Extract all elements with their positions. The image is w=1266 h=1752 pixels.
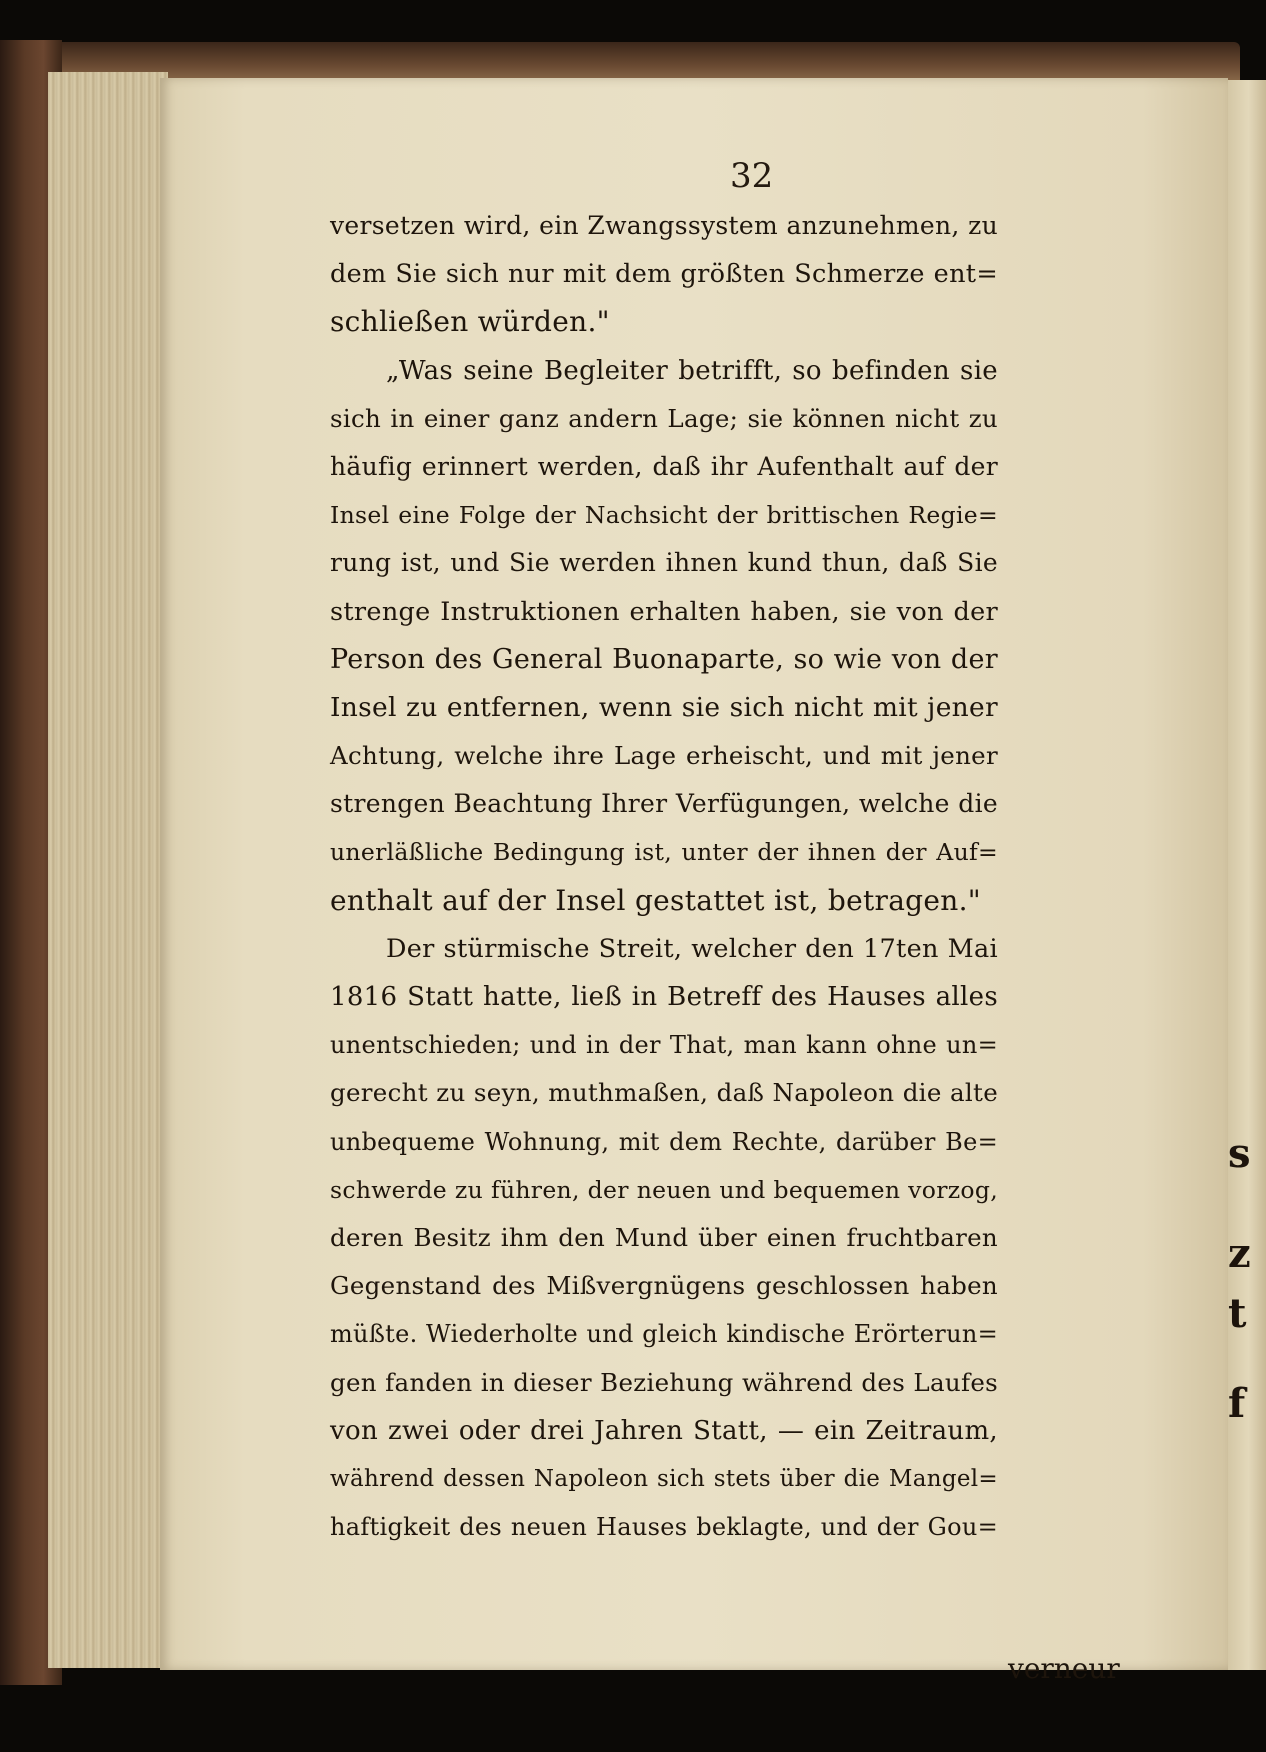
facing-page-fragment: z <box>1228 1230 1251 1277</box>
text-line: von zwei oder drei Jahren Statt, — ein Zeitraum, <box>330 1415 998 1446</box>
facing-page-edge <box>1222 80 1266 1670</box>
text-line: Der stürmische Streit, welcher den 17ten Mai <box>386 933 998 964</box>
facing-page-fragment: f <box>1228 1380 1246 1427</box>
text-line: deren Besitz ihm den Mund über einen fruchtbaren <box>330 1222 998 1252</box>
body-text <box>330 202 998 1551</box>
text-line: gerecht zu seyn, muthmaßen, daß Napoleon die alte <box>330 1078 998 1108</box>
text-line: schwerde zu führen, der neuen und bequemen vorzog, <box>330 1175 998 1204</box>
text-line: 1816 Statt hatte, ließ in Betreff des Hauses alles <box>330 982 998 1012</box>
facing-page-fragment: s <box>1228 1130 1251 1177</box>
text-line: strenge Instruktionen erhalten haben, sie von der <box>330 596 998 627</box>
text-line: gen fanden in dieser Beziehung während des Laufes <box>330 1367 998 1397</box>
page-stack-edges <box>48 72 168 1668</box>
text-line: häufig erinnert werden, daß ihr Aufenthalt auf der <box>330 451 998 481</box>
text-line: strengen Beachtung Ihrer Verfügungen, welche die <box>330 789 998 819</box>
text-line: rung ist, und Sie werden ihnen kund thun, daß Sie <box>330 548 998 578</box>
text-line: enthalt auf der Insel gestattet ist, betragen." <box>330 883 981 917</box>
text-line: Insel eine Folge der Nachsicht der brittischen Regie= <box>330 501 998 530</box>
text-line: sich in einer ganz andern Lage; sie können nicht zu <box>330 403 998 433</box>
text-line: Gegenstand des Mißvergnügens geschlossen haben <box>330 1271 998 1301</box>
text-line: Achtung, welche ihre Lage erheischt, und mit jener <box>330 741 998 771</box>
text-line: haftigkeit des neuen Hauses beklagte, und der Gou= <box>330 1513 998 1542</box>
text-line: „Was seine Begleiter betrifft, so befinden sie <box>386 355 998 386</box>
book-page <box>160 78 1228 1685</box>
catchword: verneur <box>1008 1652 1120 1685</box>
page-number: 32 <box>730 156 774 196</box>
text-line: versetzen wird, ein Zwangssystem anzunehmen, zu <box>330 211 998 240</box>
text-line: müßte. Wiederholte und gleich kindische Erörterun= <box>330 1320 998 1349</box>
text-line: unbequeme Wohnung, mit dem Rechte, darüber Be= <box>330 1127 998 1156</box>
text-line: dem Sie sich nur mit dem größten Schmerze ent= <box>330 259 998 290</box>
text-line: Insel zu entfernen, wenn sie sich nicht mit jener <box>330 691 998 723</box>
text-line: unentschieden; und in der That, man kann ohne un= <box>330 1031 998 1060</box>
facing-page-fragment: t <box>1228 1290 1247 1337</box>
book-cover-top-edge <box>20 42 1240 82</box>
text-line: während dessen Napoleon sich stets über die Mangel= <box>330 1465 998 1492</box>
text-line: unerläßliche Bedingung ist, unter der ihnen der Auf= <box>330 838 998 867</box>
text-line: Person des General Buonaparte, so wie von der <box>330 643 998 675</box>
text-line: schließen würden." <box>330 305 610 339</box>
